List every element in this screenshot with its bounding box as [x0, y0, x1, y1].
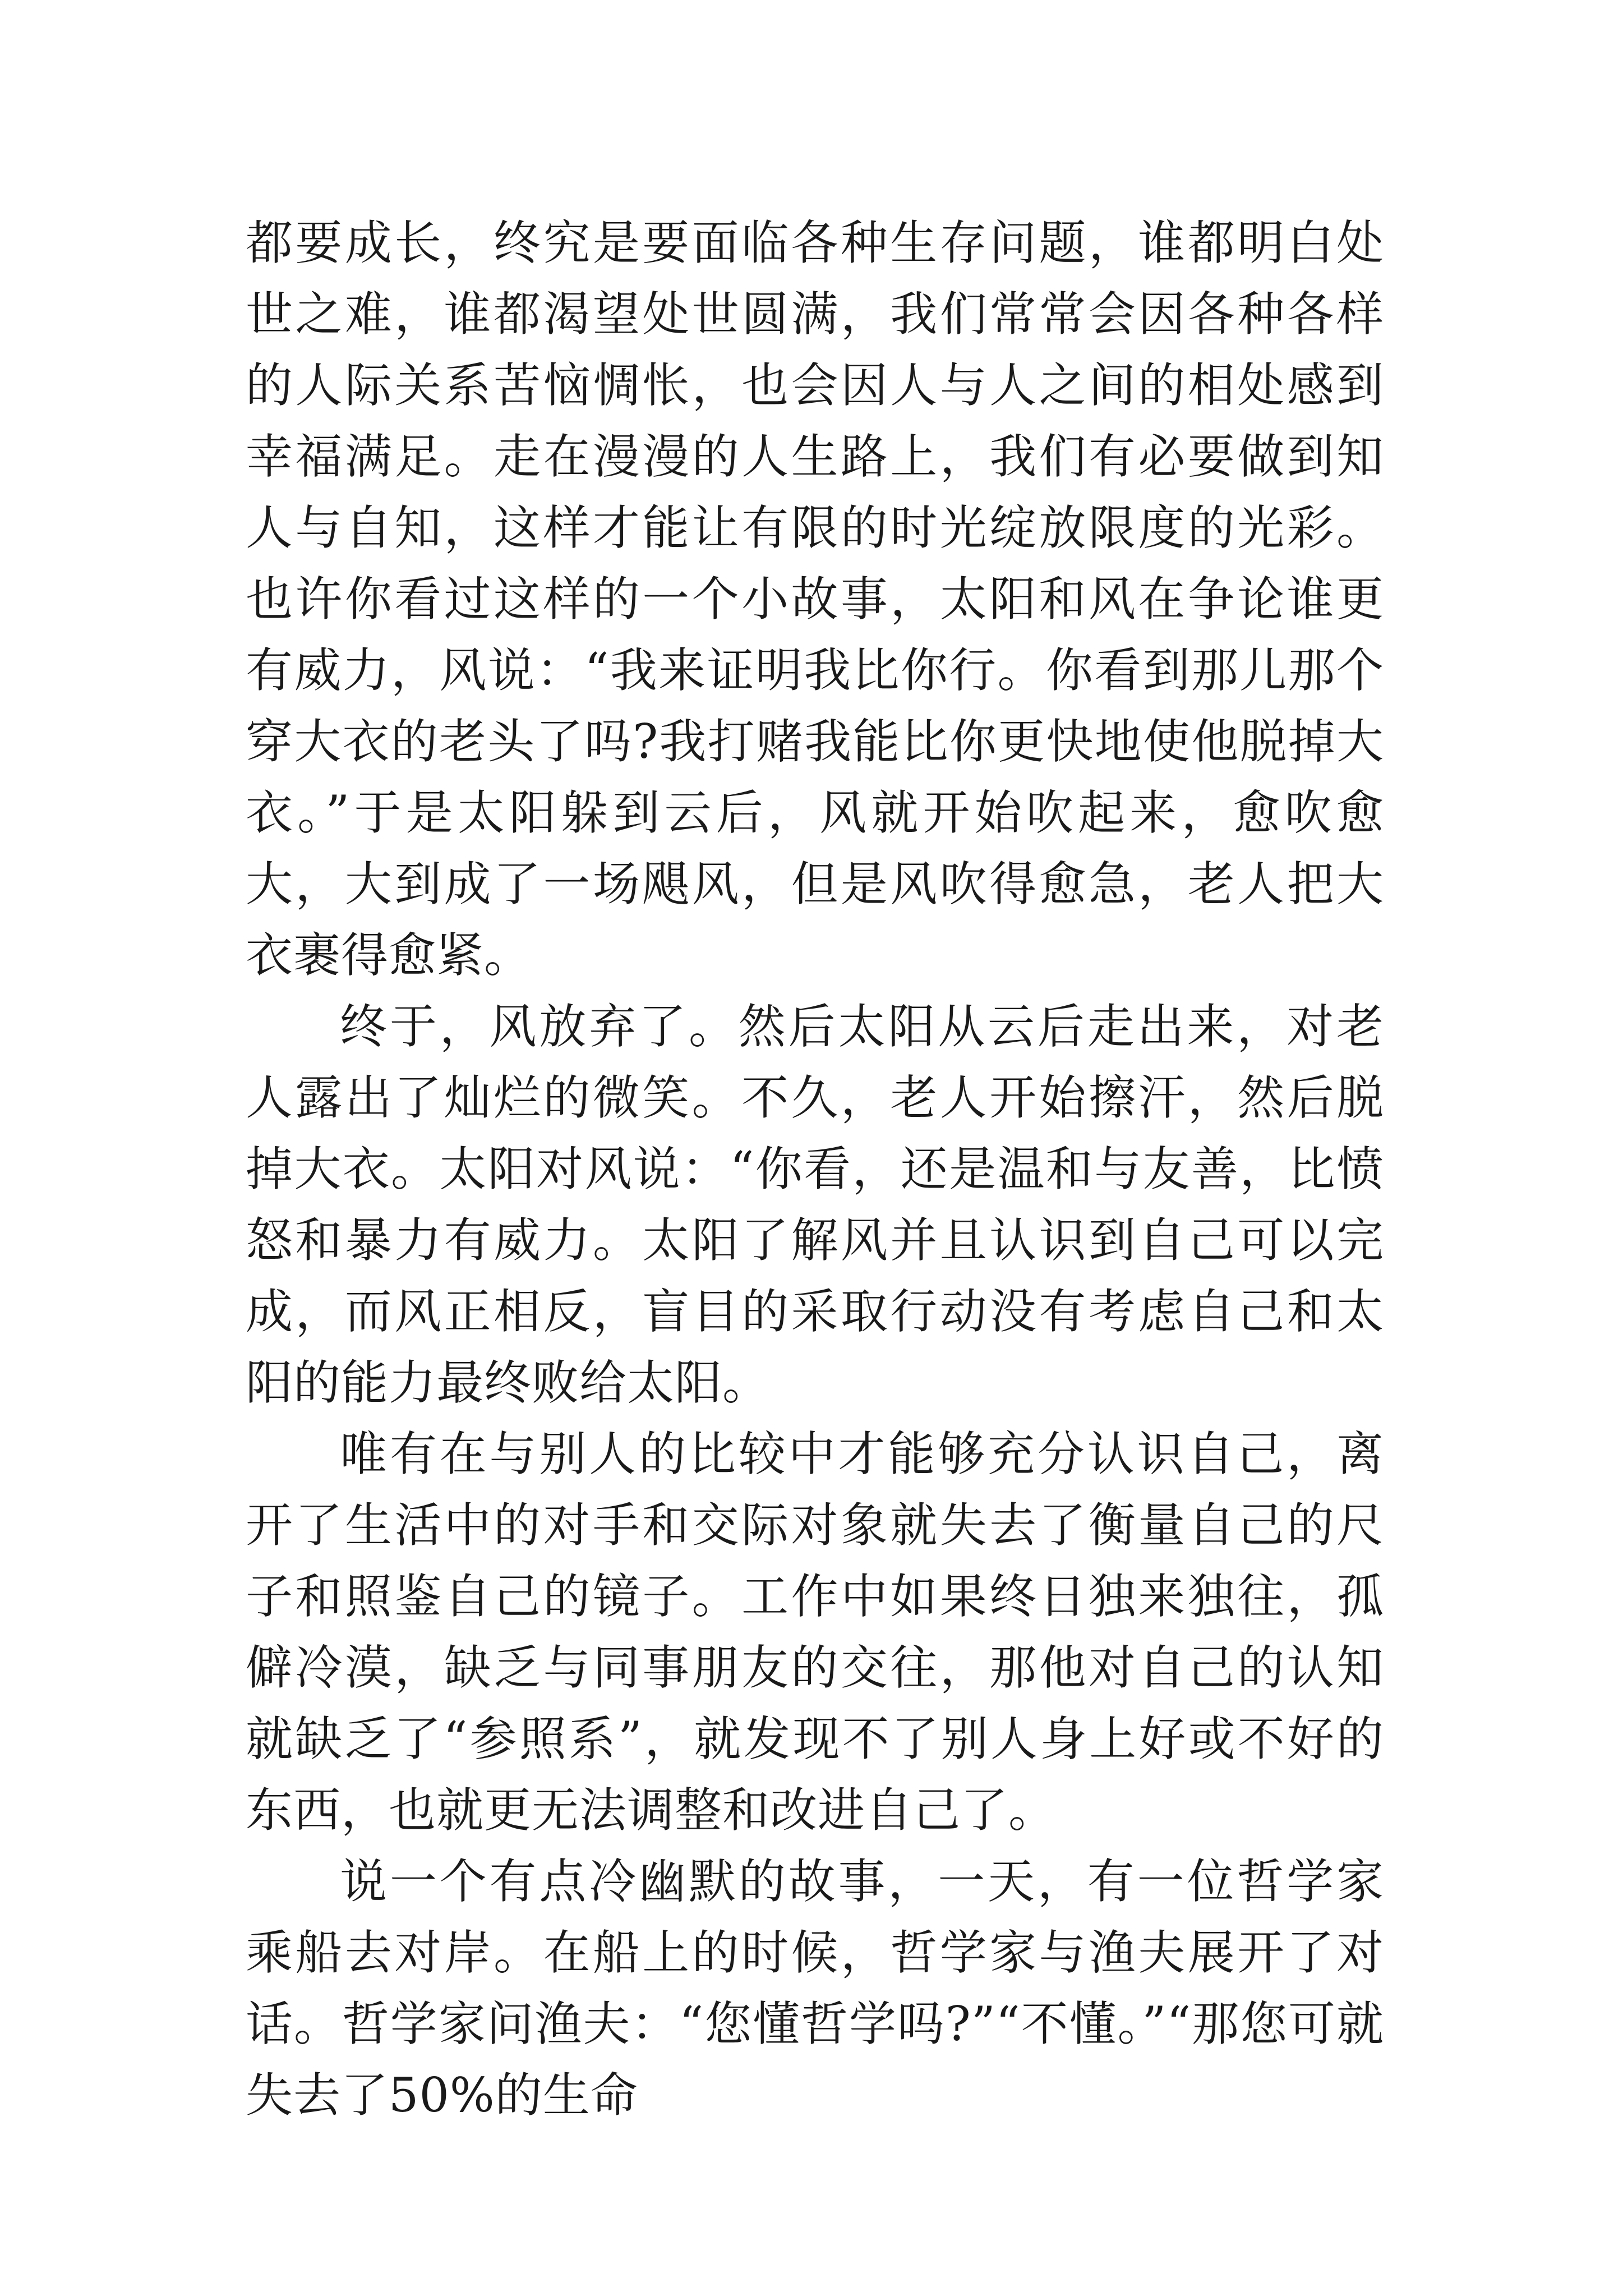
paragraph-4: 说一个有点冷幽默的故事，一天，有一位哲学家乘船去对岸。在船上的时候，哲学家与渔夫展开了对话。哲学家问渔夫：“您懂哲学吗?”“不懂。”“那您可就失去了50%的生命 — [246, 1854, 1384, 2123]
paragraph-1: 都要成长，终究是要面临各种生存问题，谁都明白处世之难，谁都渴望处世圆满，我们常常会因各种各样的人际关系苦恼惆怅，也会因人与人之间的相处感到幸福满足。走在漫漫的人生路上，我们有必要做到知人与自知，这样才能让有限的时光绽放限度的光彩。也许你看过这样的一个小故事，太阳和风在争论谁更有威力，风说：“我来证明我比你行。你看到那儿那个穿大衣的老头了吗?我打赌我能比你更快地使他脱掉大衣。”于是太阳躲到云后，风就开始吹起来，愈吹愈大，大到成了一场飓风，但是风吹得愈急，老人把大衣裹得愈紧。 — [246, 215, 1384, 983]
paragraph-2: 终于，风放弃了。然后太阳从云后走出来，对老人露出了灿烂的微笑。不久，老人开始擦汗，然后脱掉大衣。太阳对风说：“你看，还是温和与友善，比愤怒和暴力有威力。太阳了解风并且认识到自己可以完成，而风正相反，盲目的采取行动没有考虑自己和太阳的能力最终败给太阳。 — [246, 999, 1384, 1410]
paragraph-3: 唯有在与别人的比较中才能够充分认识自己，离开了生活中的对手和交际对象就失去了衡量自己的尺子和照鉴自己的镜子。工作中如果终日独来独往，孤僻冷漠，缺乏与同事朋友的交往，那他对自己的认知就缺乏了“参照系”，就发现不了别人身上好或不好的东西，也就更无法调整和改进自己了。 — [246, 1427, 1384, 1838]
document-body — [246, 208, 1384, 2131]
